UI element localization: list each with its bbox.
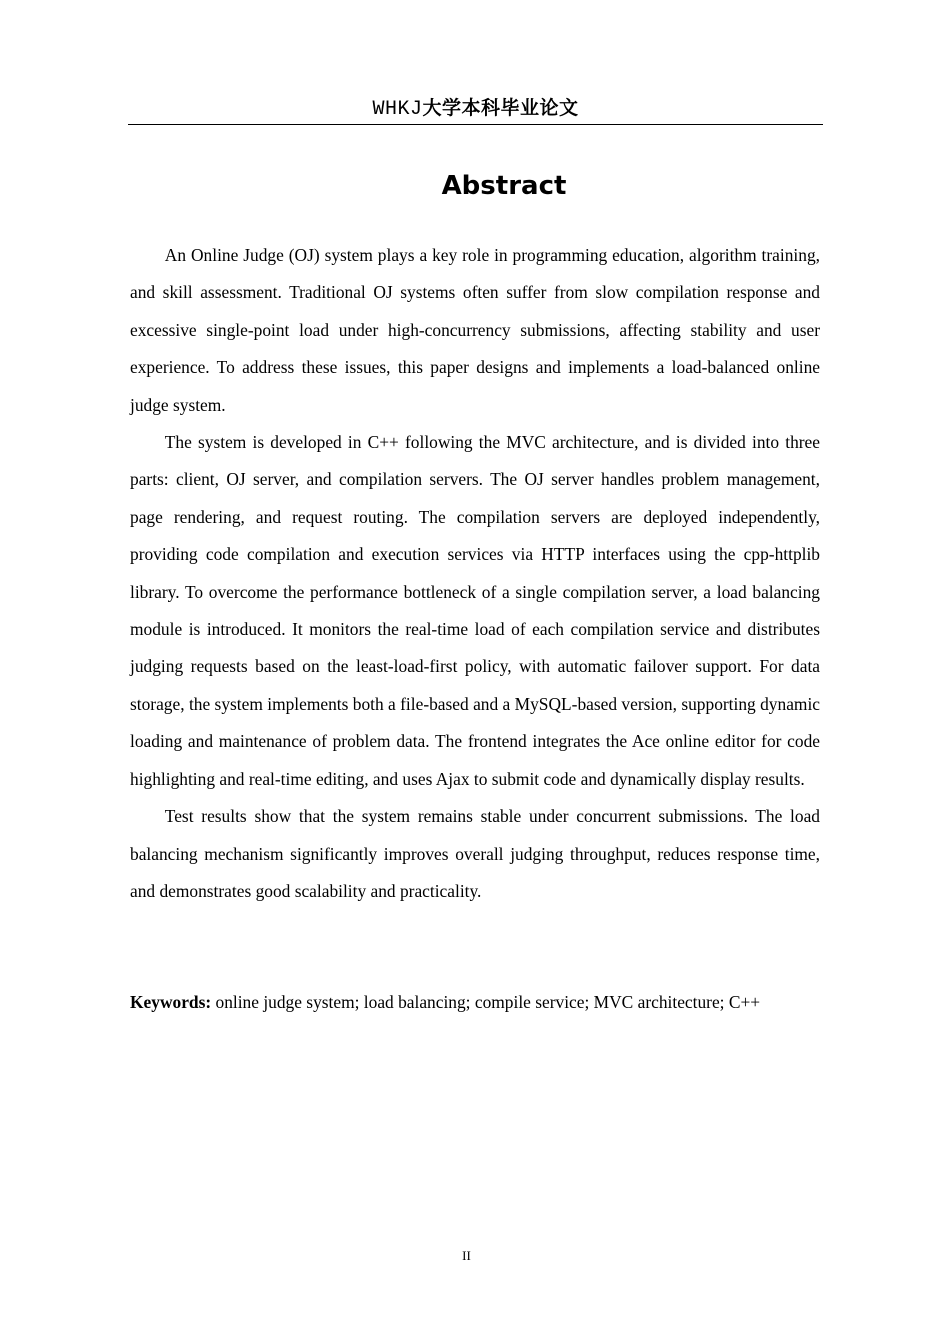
abstract-paragraph-2: The system is developed in C++ following the MVC architecture, and is divided into three parts: client, OJ server, and compilation servers. The OJ server handles problem management, page rendering, and request routing. The compilation servers are deployed independently, providing code compilation and execution services via HTTP interfaces using the cpp-httplib library. To overcome the performance bottleneck of a single compilation server, a load balancing module is introduced. It monitors the real-time load of each compilation service and distributes judging requests based on the least-load-first policy, with automatic failover support. For data storage, the system implements both a file-based and a MySQL-based version, supporting dynamic loading and maintenance of problem data. The frontend integrates the Ace online editor for code highlighting and real-time editing, and uses Ajax to submit code and dynamically display results. <box>130 432 820 789</box>
page-number: II <box>462 1248 471 1263</box>
abstract-body <box>130 237 820 910</box>
keywords-line <box>130 984 830 1021</box>
abstract-paragraph-3: Test results show that the system remains stable under concurrent submissions. The load balancing mechanism significantly improves overall judging throughput, reduces response time, and demonstrates good scalability and practicality. <box>130 806 820 901</box>
abstract-paragraph-1: An Online Judge (OJ) system plays a key role in programming education, algorithm training, and skill assessment. Traditional OJ systems often suffer from slow compilation response and excessive single-point load under high-concurrency submissions, affecting stability and user experience. To address these issues, this paper designs and implements a load-balanced online judge system. <box>130 245 820 415</box>
running-header <box>128 92 823 125</box>
keywords-text: online judge system; load balancing; compile service; MVC architecture; C++ <box>211 992 761 1012</box>
keywords-label: Keywords: <box>130 992 212 1012</box>
header-university-code: WHKJ <box>372 98 423 121</box>
header-thesis-label: 大学本科毕业论文 <box>422 97 579 119</box>
abstract-title: Abstract <box>441 171 567 201</box>
